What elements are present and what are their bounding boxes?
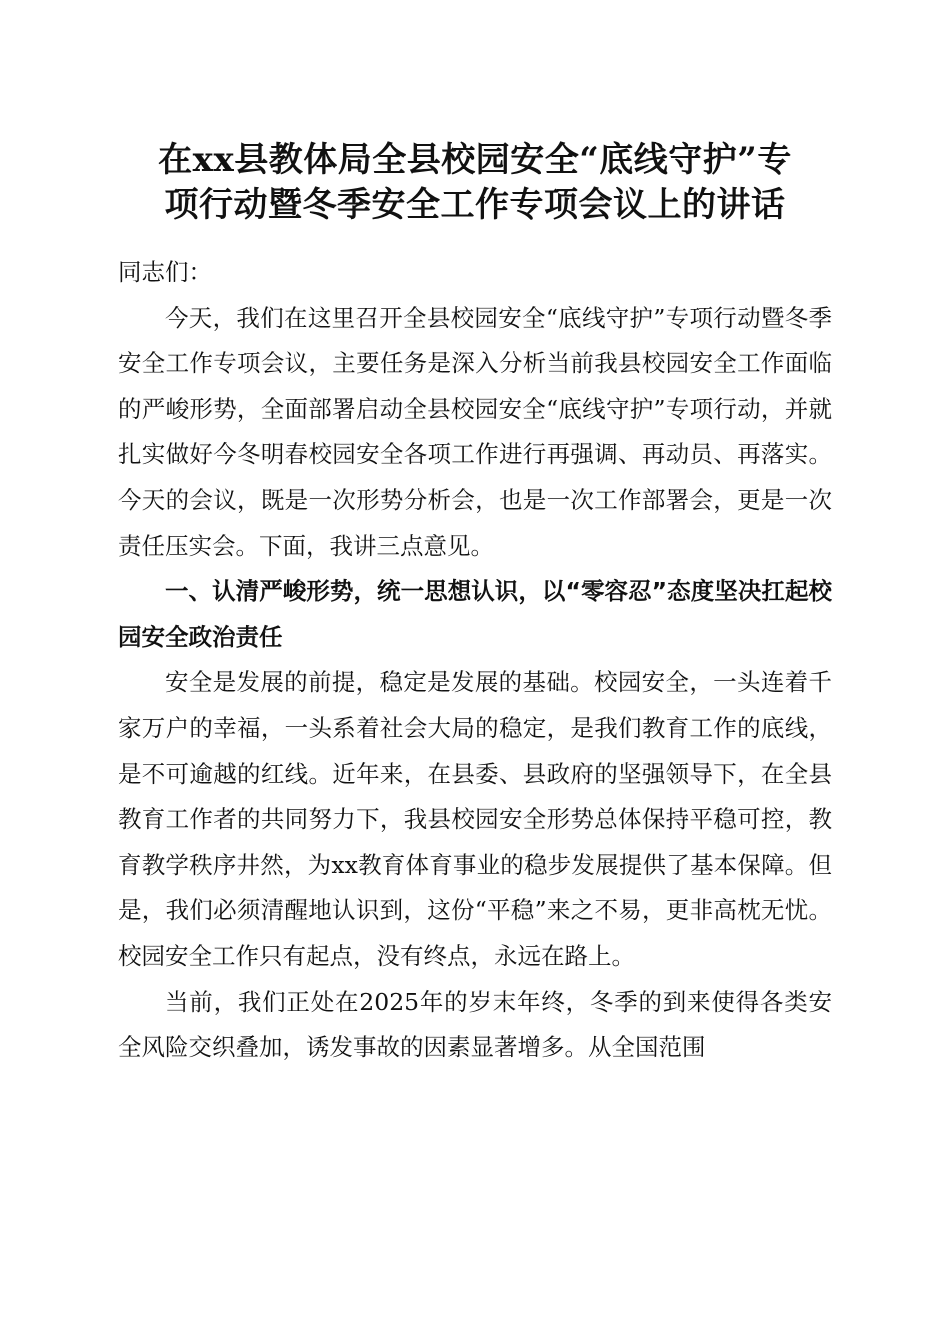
section-heading-1: 一、认清严峻形势，统一思想认识，以“零容忍”态度坚决扛起校园安全政治责任 — [118, 577, 832, 651]
document-title — [100, 138, 850, 228]
title-line-1: 在xx县教体局全县校园安全“底线守护”专 — [158, 140, 792, 180]
paragraph-safety: 安全是发展的前提，稳定是发展的基础。校园安全，一头连着千家万户的幸福，一头系着社会大局的稳定，是我们教育工作的底线，是不可逾越的红线。近年来，在县委、县政府的坚强领导下，在全县教育工作者的共同努力下，我县校园安全形势总体保持平稳可控，教育教学秩序井然，为xx教育体育事业的稳步发展提供了基本保障。但是，我们必须清醒地认识到，这份“平稳”来之不易，更非高枕无忧。校园安全工作只有起点，没有终点，永远在路上。 — [118, 668, 832, 970]
title-line-2: 项行动暨冬季安全工作专项会议上的讲话 — [164, 185, 786, 225]
document-body — [118, 250, 832, 1071]
paragraph-current: 当前，我们正处在2025年的岁末年终，冬季的到来使得各类安全风险交织叠加，诱发事故的因素显著增多。从全国范围 — [118, 987, 832, 1062]
salutation: 同志们： — [118, 258, 212, 286]
paragraph-intro: 今天，我们在这里召开全县校园安全“底线守护”专项行动暨冬季安全工作专项会议，主要任务是深入分析当前我县校园安全工作面临的严峻形势，全面部署启动全县校园安全“底线守护”专项行动，并就扎实做好今冬明春校园安全各项工作进行再强调、再动员、再落实。今天的会议，既是一次形势分析会，也是一次工作部署会，更是一次责任压实会。下面，我讲三点意见。 — [118, 303, 832, 560]
